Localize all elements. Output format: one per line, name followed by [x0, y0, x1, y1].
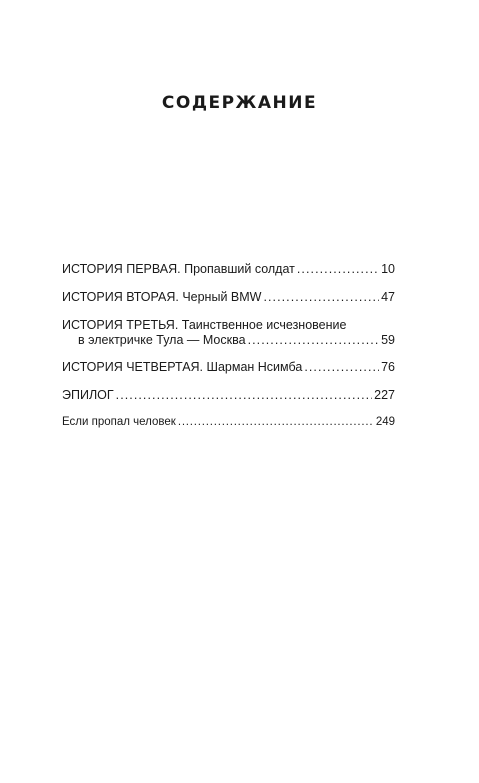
toc-page-number: 249: [375, 416, 395, 428]
dot-leader: [178, 415, 374, 430]
toc-line: [62, 318, 395, 333]
toc-entry[interactable]: [62, 360, 395, 375]
dot-leader: [297, 262, 379, 277]
toc-line: [62, 262, 395, 277]
toc-line: [62, 360, 395, 375]
dot-leader: [263, 290, 379, 305]
toc-page-number: 47: [381, 290, 395, 304]
toc-page-number: 227: [374, 388, 395, 402]
toc-line: [62, 415, 395, 430]
toc-entry-title: Если пропал человек: [62, 416, 176, 428]
toc-entry-title: ИСТОРИЯ ПЕРВАЯ. Пропавший солдат: [62, 262, 295, 276]
toc-entry[interactable]: [62, 415, 395, 430]
toc-entry-title: ИСТОРИЯ ВТОРАЯ. Черный BMW: [62, 290, 262, 304]
toc-entry[interactable]: [62, 290, 395, 305]
toc-entry[interactable]: [62, 262, 395, 277]
toc-entry-title: ИСТОРИЯ ТРЕТЬЯ. Таинственное исчезновение: [62, 318, 347, 332]
toc-entry[interactable]: [62, 388, 395, 403]
toc-line-continuation: [62, 333, 395, 348]
dot-leader: [248, 333, 380, 348]
toc-entry-title: ИСТОРИЯ ЧЕТВЕРТАЯ. Шарман Нсимба: [62, 360, 303, 374]
toc-page-number: 10: [381, 262, 395, 276]
dot-leader: [116, 388, 372, 403]
toc-entry-title-continuation: в электричке Тула — Москва: [78, 333, 246, 347]
toc-page-number: 59: [381, 333, 395, 347]
toc-page-number: 76: [381, 360, 395, 374]
toc-line: [62, 290, 395, 305]
dot-leader: [304, 360, 379, 375]
page-title: СОДЕРЖАНИЕ: [161, 93, 318, 113]
toc-entry-title: ЭПИЛОГ: [62, 388, 114, 402]
toc-line: [62, 388, 395, 403]
toc-entry[interactable]: [62, 318, 395, 348]
